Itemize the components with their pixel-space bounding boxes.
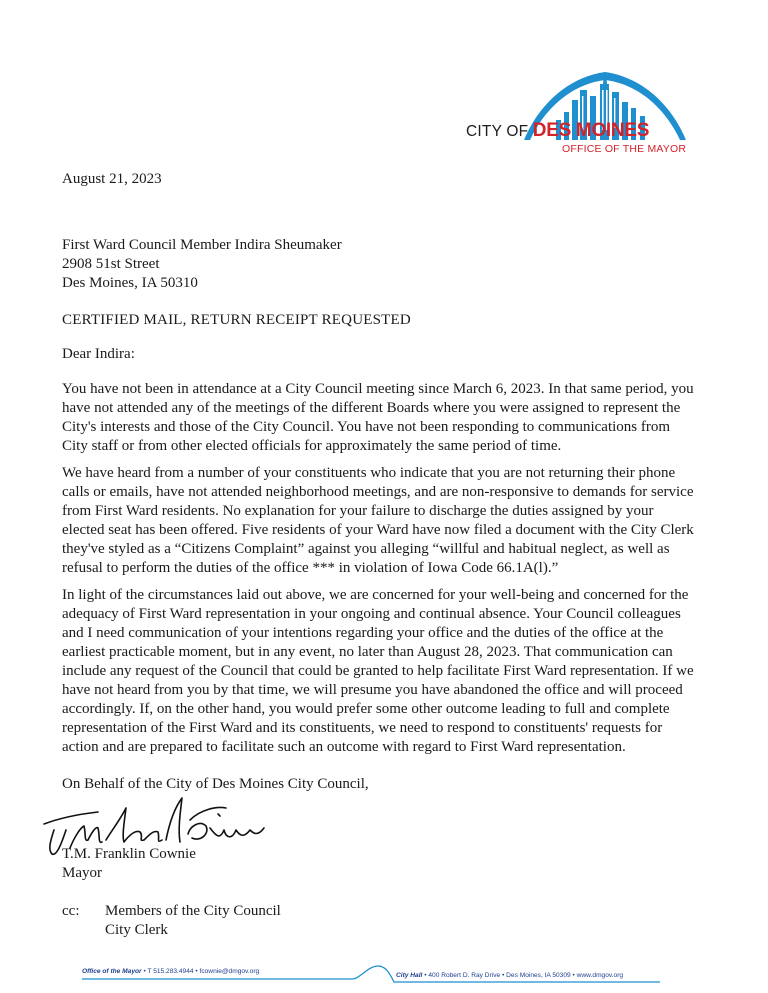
footer-cityhall-label: City Hall	[396, 972, 423, 979]
paragraph-1: You have not been in attendance at a City Council meeting since March 6, 2023. In that same period, you have not attended any of the meetings of the different Boards where you were assigned to represent the City's interests and those of the City Council. You have not been responding to communications from City staff or from other elected officials for approximately the same period of time.	[62, 381, 694, 454]
letter-date: August 21, 2023	[62, 171, 162, 187]
logo-prefix: CITY OF	[466, 123, 529, 140]
signer-block	[62, 845, 196, 883]
footer-cityhall-details: • 400 Robert D. Ray Drive • Des Moines, IA 50309 • www.dmgov.org	[422, 972, 624, 979]
footer-cityhall-address	[396, 972, 623, 979]
salutation: Dear Indira:	[62, 346, 135, 362]
signer-title: Mayor	[62, 865, 102, 881]
paragraph-3: In light of the circumstances laid out above, we are concerned for your well-being and concerned for the adequacy of First Ward representation in your ongoing and continual absence. Your Council colleagues and I need communication of your intentions regarding your office and the duties of the office at the earliest practicable moment, but in any event, no later than August 28, 2023. That communication can include any request of the Council that could be granted to help facilitate First Ward representation. If we have not heard from you by that time, we will presume you have abandoned the office and will proceed accordingly. If, on the other hand, you would prefer some other outcome leading to full and complete representation of the First Ward and its constituents, we need to respond to constituents' requests for action and are prepared to facilitate such an outcome with regard to First Ward representation.	[62, 587, 694, 755]
footer-arch-line-icon	[0, 960, 768, 990]
footer-office-details: • T 515.283.4944 • fcownie@dmgov.org	[141, 968, 260, 975]
cc-label: cc:	[62, 903, 80, 919]
cc-recipient-council: Members of the City Council	[105, 903, 281, 919]
recipient-city: Des Moines, IA 50310	[62, 275, 198, 291]
cc-recipient-clerk: City Clerk	[105, 922, 168, 938]
closing-line: On Behalf of the City of Des Moines City Council,	[62, 776, 369, 792]
logo-city-name	[466, 120, 649, 142]
recipient-street: 2908 51st Street	[62, 256, 160, 272]
certified-mail-notice: CERTIFIED MAIL, RETURN RECEIPT REQUESTED	[62, 312, 411, 328]
city-logo	[460, 62, 700, 162]
footer-office-label: Office of the Mayor	[82, 968, 142, 975]
signer-name: T.M. Franklin Cownie	[62, 846, 196, 862]
recipient-address	[62, 236, 342, 293]
footer-office-contact	[82, 968, 259, 975]
cc-list	[105, 902, 281, 940]
letter-footer	[0, 960, 768, 990]
logo-office: OFFICE OF THE MAYOR	[562, 143, 687, 155]
recipient-name: First Ward Council Member Indira Sheumaker	[62, 237, 342, 253]
paragraph-2: We have heard from a number of your constituents who indicate that you are not returning their phone calls or emails, have not attended neighborhood meetings, and are non-responsive to demands for service from First Ward residents. No explanation for your failure to discharge the duties assigned by your elected seat has been offered. Five residents of your Ward have now filed a document with the City Clerk they've styled as a “Citizens Complaint” against you alleging “willful and habitual neglect, as well as refusal to perform the duties of the office *** in violation of Iowa Code 66.1A(l).”	[62, 465, 694, 576]
logo-brand: DES MOINES	[532, 120, 650, 141]
